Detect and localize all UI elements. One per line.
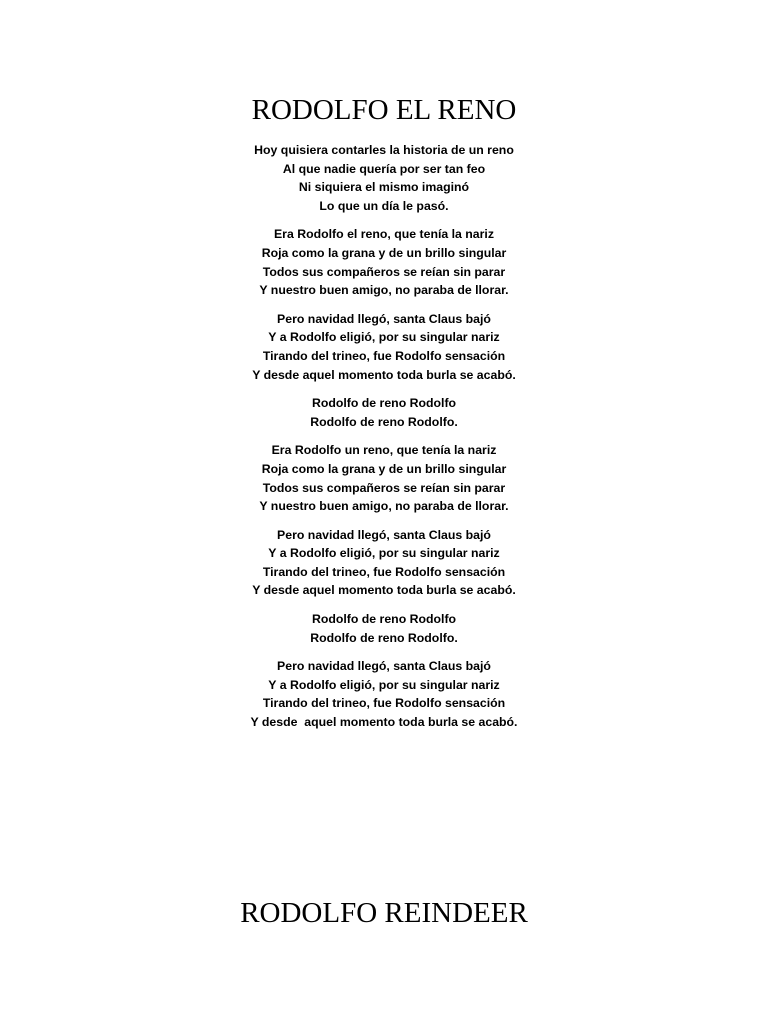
lyric-line: Y a Rodolfo eligió, por su singular nariz bbox=[268, 330, 500, 345]
stanza bbox=[0, 310, 768, 384]
lyric-line: Y desde aquel momento toda burla se acabó. bbox=[252, 367, 516, 382]
stanza bbox=[0, 657, 768, 731]
stanza bbox=[0, 441, 768, 515]
lyric-line: Hoy quisiera contarles la historia de un reno bbox=[254, 143, 514, 157]
lyrics-body bbox=[0, 141, 768, 742]
lyric-line: Tirando del trineo, fue Rodolfo sensación bbox=[262, 696, 506, 711]
stanza bbox=[0, 394, 768, 431]
stanza bbox=[0, 526, 768, 600]
lyric-line: Roja como la grana y de un brillo singular bbox=[261, 245, 507, 260]
stanza bbox=[0, 141, 768, 215]
second-title: RODOLFO REINDEER bbox=[240, 897, 528, 929]
lyric-line: Tirando del trineo, fue Rodolfo sensación bbox=[262, 348, 506, 363]
lyric-line: Tirando del trineo, fue Rodolfo sensación bbox=[262, 564, 506, 579]
lyric-line: Era Rodolfo el reno, que tenía la nariz bbox=[273, 227, 495, 242]
stanza bbox=[0, 225, 768, 299]
lyric-line: Y nuestro buen amigo, no paraba de llorar. bbox=[259, 499, 509, 514]
page-title: RODOLFO EL RENO bbox=[251, 94, 517, 126]
lyric-line: Rodolfo de reno Rodolfo. bbox=[310, 414, 458, 429]
lyric-line: Rodolfo de reno Rodolfo bbox=[311, 396, 457, 411]
lyric-line: Lo que un día le pasó. bbox=[319, 198, 449, 213]
lyric-line: Pero navidad llegó, santa Claus bajó bbox=[277, 659, 491, 674]
lyric-line: Roja como la grana y de un brillo singular bbox=[261, 461, 507, 476]
lyric-line: Y a Rodolfo eligió, por su singular nariz bbox=[268, 546, 500, 561]
lyric-line: Y a Rodolfo eligió, por su singular nariz bbox=[268, 677, 500, 692]
lyric-line: Y nuestro buen amigo, no paraba de llorar. bbox=[259, 283, 509, 298]
lyric-line: Al que nadie quería por ser tan feo bbox=[282, 161, 486, 176]
lyric-line: Y desde aquel momento toda burla se acabó. bbox=[252, 583, 516, 598]
lyric-line: Todos sus compañeros se reían sin parar bbox=[262, 264, 506, 279]
stanza bbox=[0, 610, 768, 647]
lyric-line: Pero navidad llegó, santa Claus bajó bbox=[277, 311, 491, 326]
lyric-line: Ni siquiera el mismo imaginó bbox=[298, 180, 470, 195]
lyric-line: Era Rodolfo un reno, que tenía la nariz bbox=[271, 443, 497, 458]
lyric-line: Pero navidad llegó, santa Claus bajó bbox=[277, 527, 491, 542]
lyric-line: Y desde aquel momento toda burla se acabó. bbox=[250, 715, 518, 730]
lyric-line: Rodolfo de reno Rodolfo bbox=[311, 612, 457, 627]
lyric-line: Rodolfo de reno Rodolfo. bbox=[310, 630, 458, 645]
lyric-line: Todos sus compañeros se reían sin parar bbox=[262, 480, 506, 495]
